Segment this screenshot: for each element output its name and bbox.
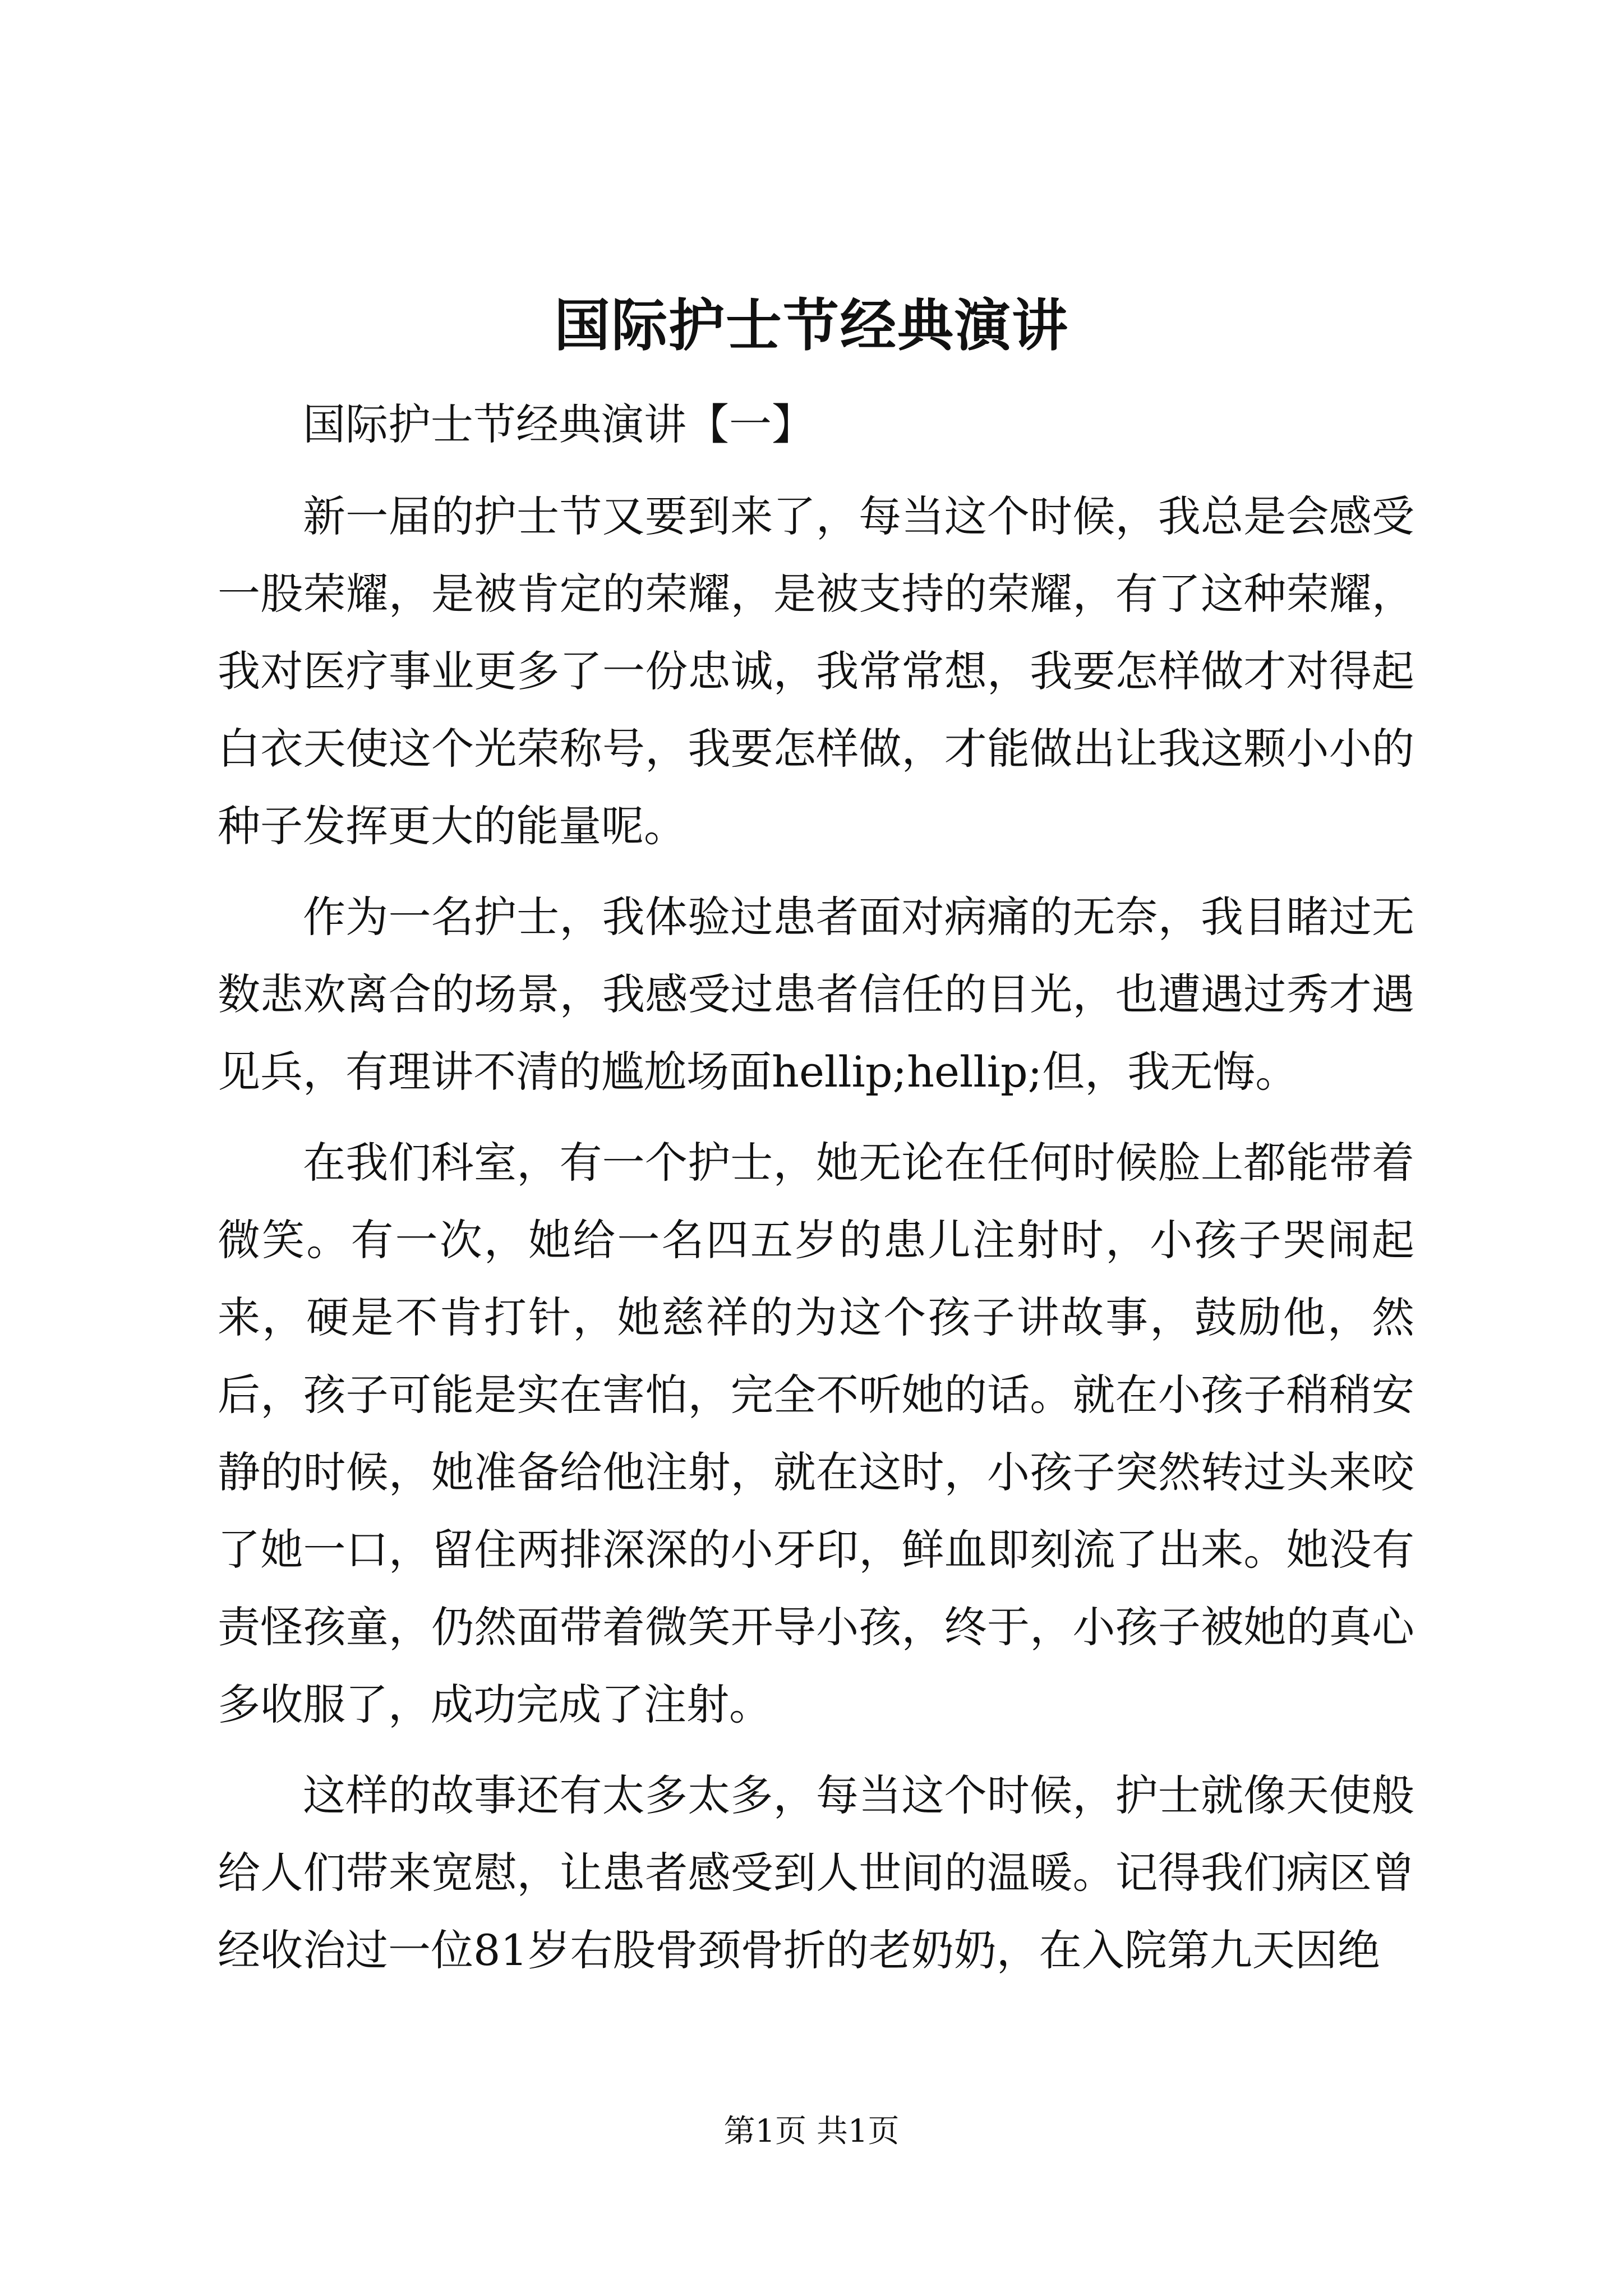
body-paragraph: 这样的故事还有太多太多，每当这个时候，护士就像天使般给人们带来宽慰，让患者感受到人世间的温暖。记得我们病区曾经收治过一位81岁右股骨颈骨折的老奶奶，在入院第九天因绝 bbox=[218, 1770, 1414, 1975]
document-title: 国际护士节经典演讲 bbox=[554, 292, 1069, 358]
page-number-footer: 第1页 共1页 bbox=[723, 2113, 900, 2150]
body-paragraph: 作为一名护士，我体验过患者面对病痛的无奈，我目睹过无数悲欢离合的场景，我感受过患者信任的目光，也遭遇过秀才遇见兵，有理讲不清的尴尬场面hellip;hellip;但，我无悔。 bbox=[218, 892, 1414, 1097]
body-paragraph: 新一届的护士节又要到来了，每当这个时候，我总是会感受一股荣耀，是被肯定的荣耀，是被支持的荣耀，有了这种荣耀，我对医疗事业更多了一份忠诚，我常常想，我要怎样做才对得起白衣天使这个光荣称号，我要怎样做，才能做出让我这颗小小的种子发挥更大的能量呢。 bbox=[218, 491, 1414, 851]
document-body bbox=[218, 386, 1414, 2003]
body-paragraph: 在我们科室，有一个护士，她无论在任何时候脸上都能带着微笑。有一次，她给一名四五岁的患儿注射时，小孩子哭闹起来，硬是不肯打针，她慈祥的为这个孩子讲故事，鼓励他，然后，孩子可能是实在害怕，完全不听她的话。就在小孩子稍稍安静的时候，她准备给他注射，就在这时，小孩子突然转过头来咬了她一口，留住两排深深的小牙印，鲜血即刻流了出来。她没有责怪孩童，仍然面带着微笑开导小孩，终于，小孩子被她的真心多收服了，成功完成了注射。 bbox=[218, 1138, 1414, 1729]
section-heading: 国际护士节经典演讲【一】 bbox=[303, 399, 814, 449]
